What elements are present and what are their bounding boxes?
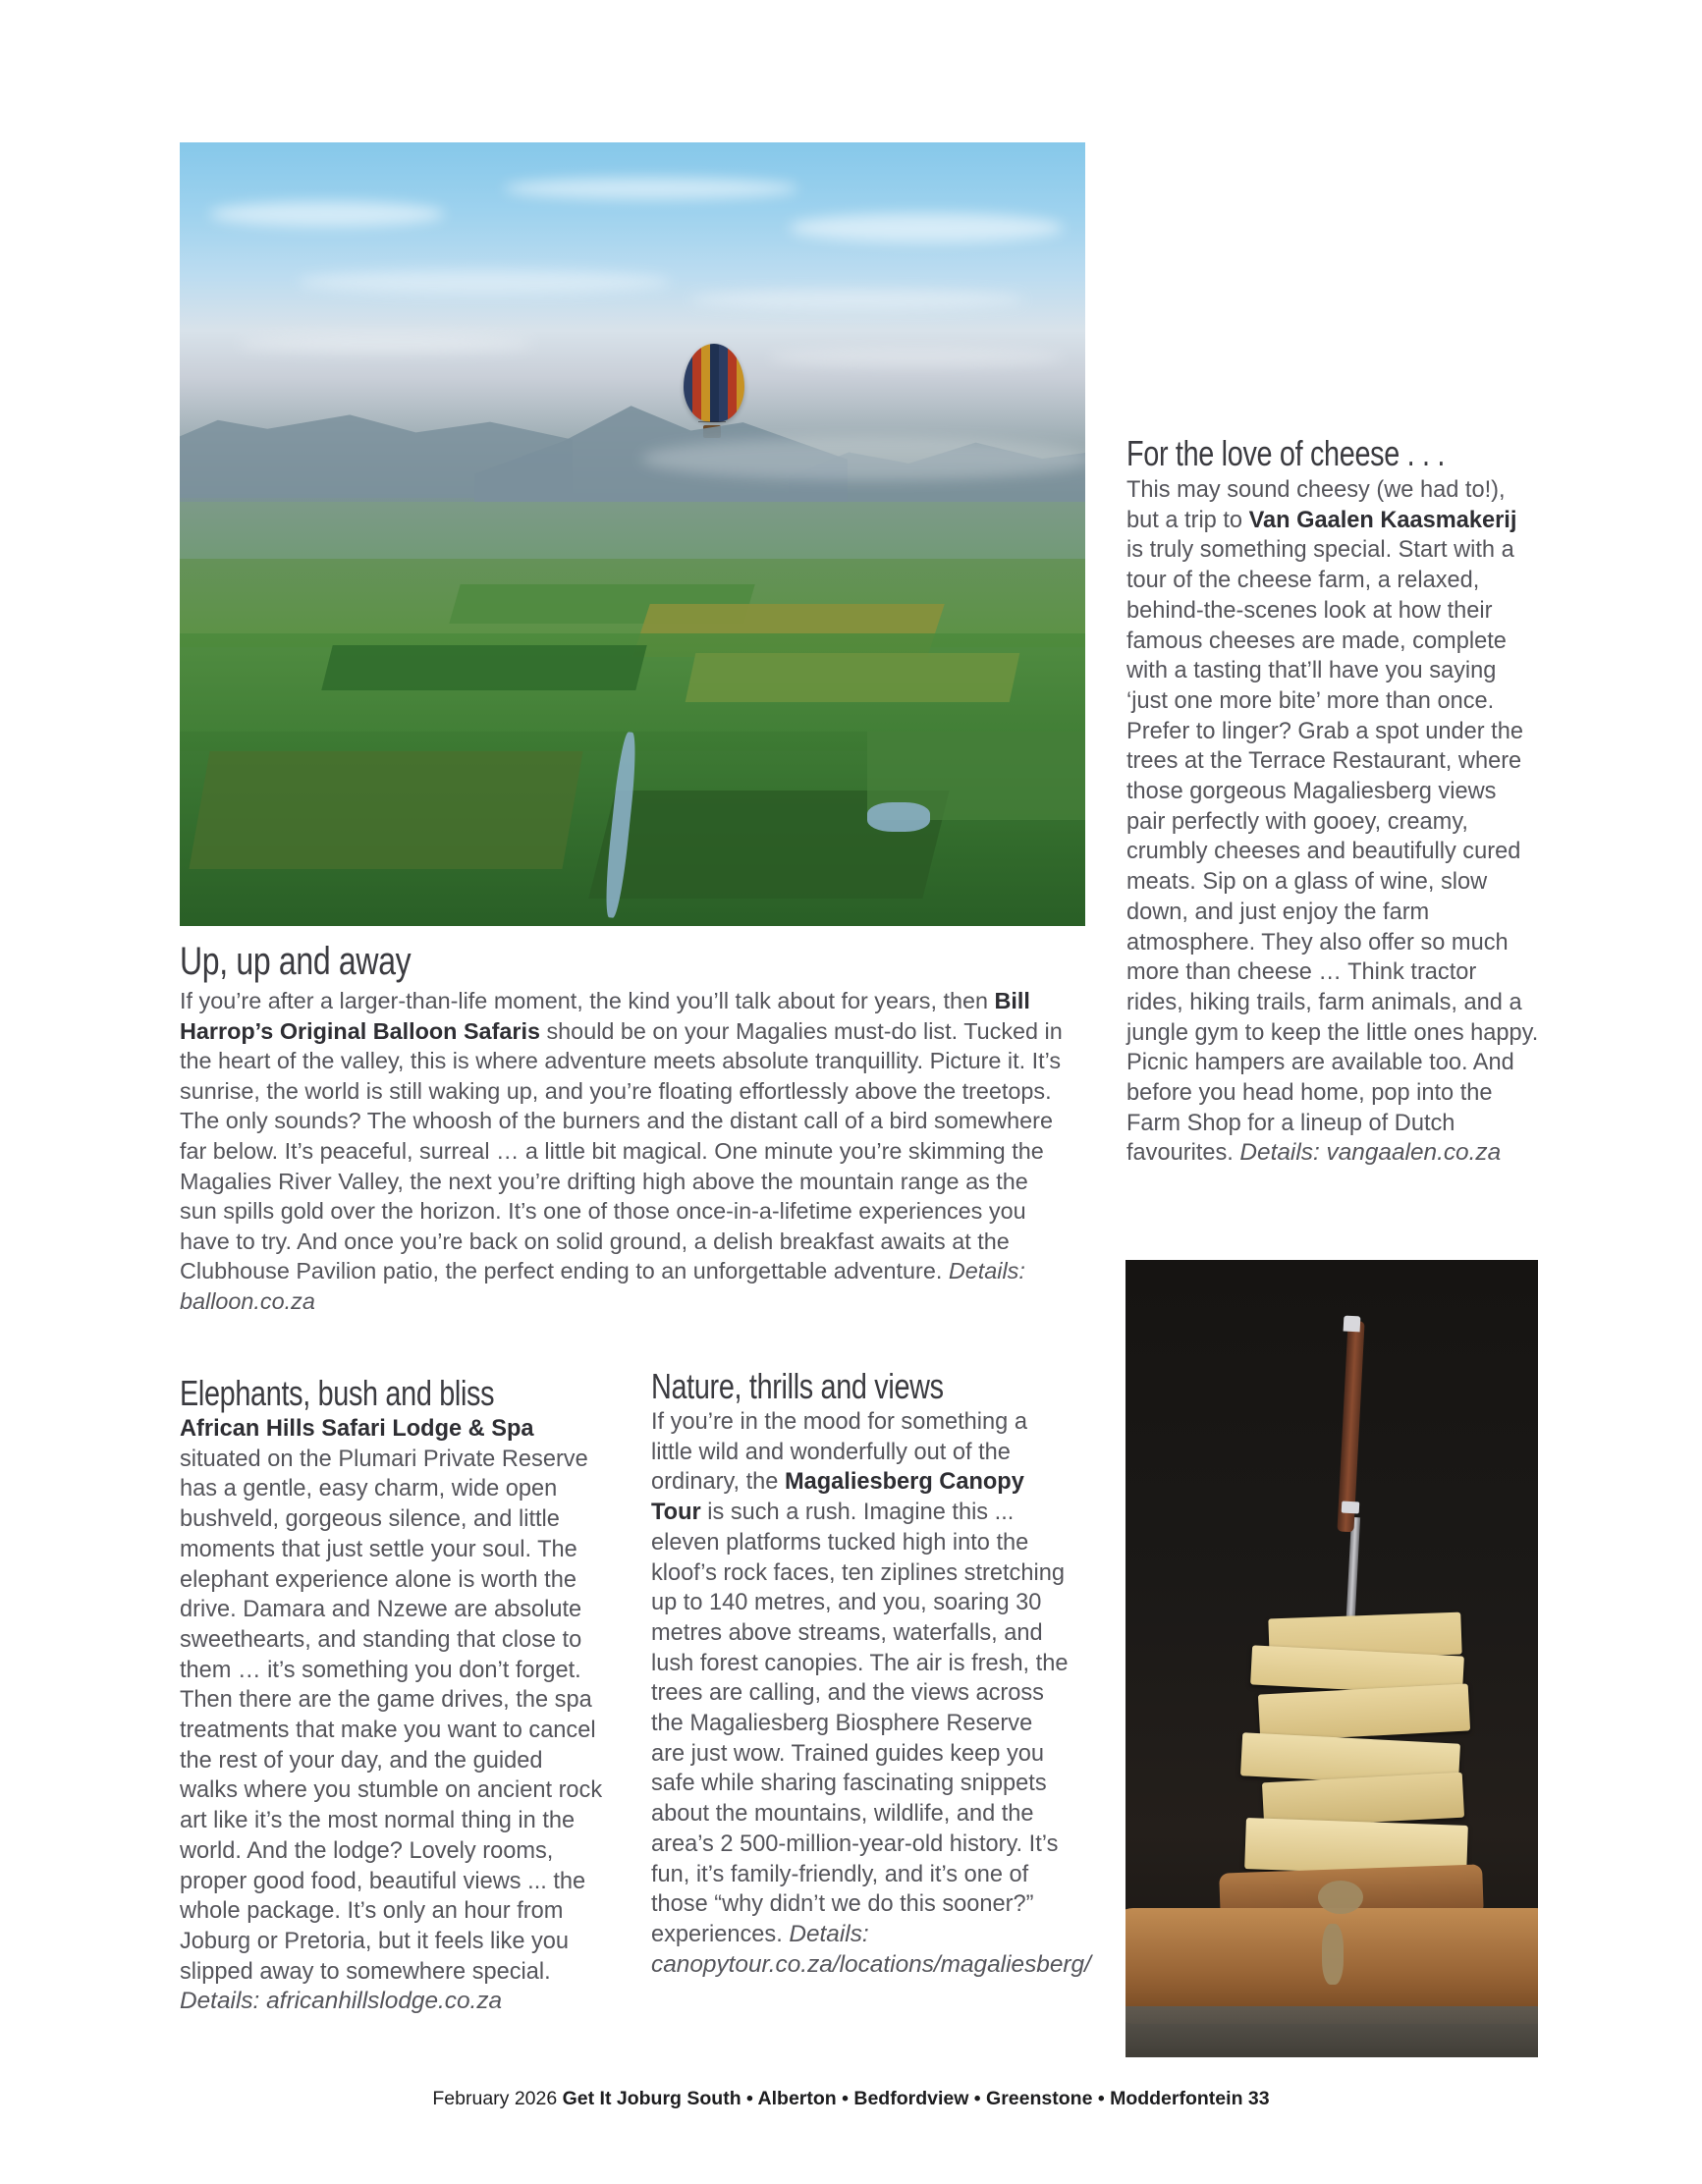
footer-issue-date: February 2026 — [432, 2088, 558, 2109]
details-link[interactable]: Details: vangaalen.co.za — [1239, 1139, 1502, 1167]
details-link[interactable]: Details: canopytour.co.za/locations/magaliesberg/ — [651, 1920, 1091, 1978]
lead-text: This may sound cheesy (we had to!), but a trip to — [1126, 477, 1506, 533]
article-up-up-and-away — [180, 941, 1069, 1317]
cheese-stack-photo — [1126, 1260, 1538, 2057]
balloon-landscape-photo — [180, 142, 1085, 926]
article-body-up-up-and-away — [180, 986, 1069, 1317]
brand-name: Magaliesberg Canopy Tour — [651, 1469, 1024, 1526]
page-footer — [0, 2088, 1702, 2110]
twine-tail — [1322, 1924, 1344, 1985]
article-elephants-bush-and-bliss — [180, 1375, 604, 2017]
brand-name: African Hills Safari Lodge & Spa — [180, 1416, 534, 1442]
brand-name: Van Gaalen Kaasmakerij — [1248, 507, 1517, 533]
brand-name: Bill Harrop’s Original Balloon Safaris — [180, 988, 1030, 1044]
article-nature-thrills-and-views — [651, 1366, 1091, 1980]
body-text: should be on your Magalies must-do list. Tucked in the heart of the valley, this is where adventure meets absolute tranquillity. Picture it. It’s sunrise, the world is still waking up, and you’re floating effortlessly above the treetops. The only sounds? The whoosh of the burners and the distant call of a bird somewhere far below. It’s peaceful, surreal … a little bit magical. One minute you’re skimming the Magalies River Valley, the next you’re drifting high above the mountain range as the sun spills gold over the horizon. It’s one of those once-in-a-lifetime experiences you have to try. And once you’re back on solid ground, a delish breakfast awaits at the Clubhouse Pavilion patio, the perfect ending to an unforgettable adventure. — [180, 1017, 1063, 1284]
article-for-the-love-of-cheese — [1126, 435, 1539, 1169]
lead-text: If you’re after a larger-than-life moment, the kind you’ll talk about for years, then — [180, 988, 995, 1013]
article-heading-up-up-and-away: Up, up and away — [180, 940, 412, 983]
page-number: 33 — [1247, 2088, 1270, 2109]
body-text: situated on the Plumari Private Reserve has a gentle, easy charm, wide open bushveld, gorgeous silence, and little moments that just settle your soul. The elephant experience alone is worth the drive. Damara and Nzewe are absolute sweethearts, and standing that close to them … it’s something you don’t forget. Then there are the game drives, the spa treatments that make you want to cancel the rest of your day, and the guided walks where you stumble on ancient rock art like it’s the most normal thing in the world. And the lodge? Lovely rooms, proper good food, beautiful views ... the whole package. It’s only an hour from Joburg or Pretoria, but it feels like you slipped away to somewhere special. — [180, 1446, 603, 1985]
article-body-nature-thrills-and-views — [651, 1407, 1091, 1980]
body-text: is such a rush. Imagine this ... eleven platforms tucked high into the kloof’s rock faces, ten ziplines stretching up to 140 metres, and you, soaring 30 metres above streams, waterfalls, and lush forest canopies. The air is fresh, the trees are calling, and the views across the Magaliesberg Biosphere Reserve are just wow. Trained guides keep you safe while sharing fascinating snippets about the mountains, wildlife, and the area’s 2 500-million-year-old history. It’s fun, it’s family-friendly, and it’s one of those “why didn’t we do this sooner?” experiences. — [651, 1500, 1069, 1947]
body-text: is truly something special. Start with a tour of the cheese farm, a relaxed, behind-the-scenes look at how their famous cheeses are made, complete with a tasting that’ll have you saying ‘just one more bite’ more than once. Prefer to linger? Grab a spot under the trees at the Terrace Restaurant, where those gorgeous Magaliesberg views pair perfectly with gooey, creamy, crumbly cheeses and beautifully cured meats. Sip on a glass of wine, slow down, and just enjoy the farm atmosphere. They also offer so much more than cheese … Think tractor rides, hiking trails, farm animals, and a jungle gym to keep the little ones happy. Picnic hampers are available too. And before you head home, pop into the Farm Shop for a lineup of Dutch favourites. — [1126, 537, 1539, 1167]
article-heading-elephants-bush-and-bliss: Elephants, bush and bliss — [180, 1373, 495, 1413]
article-body-elephants-bush-and-bliss — [180, 1414, 604, 2017]
details-link[interactable]: Details: balloon.co.za — [180, 1258, 1025, 1314]
article-body-for-the-love-of-cheese — [1126, 475, 1539, 1169]
knife-ferrule — [1342, 1502, 1360, 1514]
hot-air-balloon — [684, 344, 744, 422]
details-link[interactable]: Details: africanhillslodge.co.za — [180, 1988, 503, 2015]
cheese-slice — [1258, 1683, 1470, 1741]
table-surface — [1126, 2006, 1538, 2057]
twine-knot — [1318, 1881, 1363, 1914]
article-heading-for-the-love-of-cheese: For the love of cheese . . . — [1126, 433, 1446, 473]
knife-bolster — [1344, 1316, 1361, 1333]
article-heading-nature-thrills-and-views: Nature, thrills and views — [651, 1366, 944, 1406]
knife-handle — [1337, 1321, 1364, 1533]
footer-publication-titles: Get It Joburg South • Alberton • Bedfordview • Greenstone • Modderfontein — [562, 2088, 1243, 2109]
lead-text: If you’re in the mood for something a little wild and wonderfully out of the ordinary, the — [651, 1409, 1027, 1496]
